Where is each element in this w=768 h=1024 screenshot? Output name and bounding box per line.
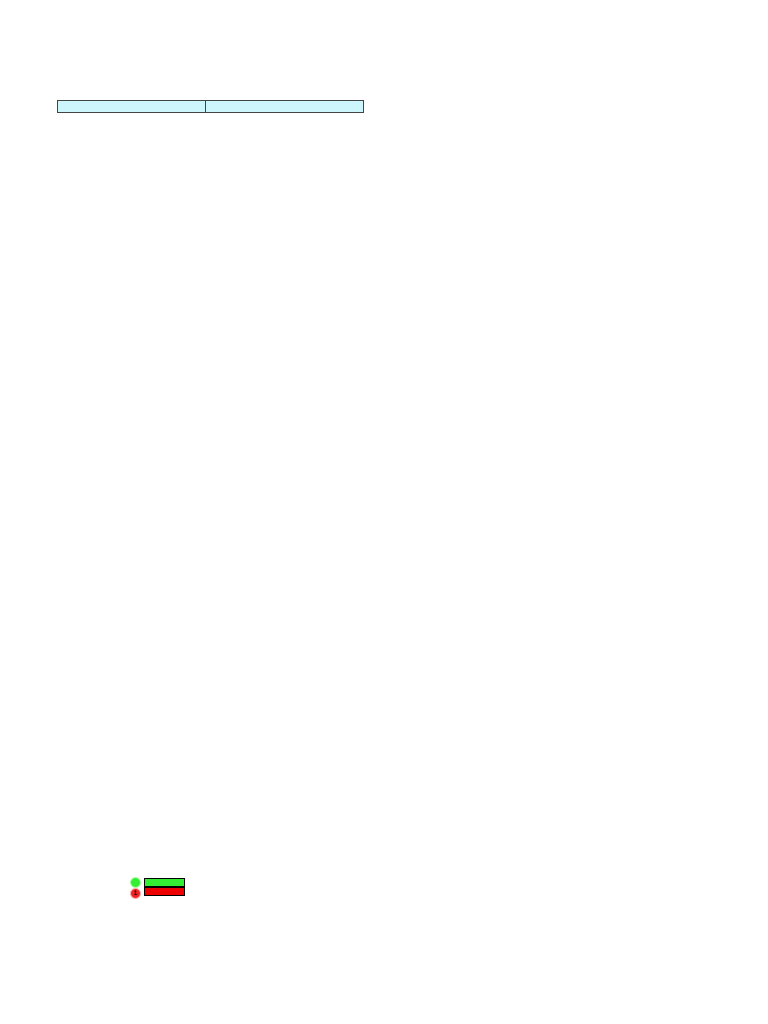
impact-table: [27, 100, 364, 113]
no-swatch: [144, 887, 185, 896]
yes-swatch: [144, 878, 185, 887]
mitigated-marker-icon: [130, 877, 141, 888]
impact-col-header: [58, 101, 206, 113]
marker-label: 1: [133, 891, 138, 897]
unmitigated-marker-icon: [130, 888, 141, 899]
likelihood-col-header: [206, 101, 364, 113]
